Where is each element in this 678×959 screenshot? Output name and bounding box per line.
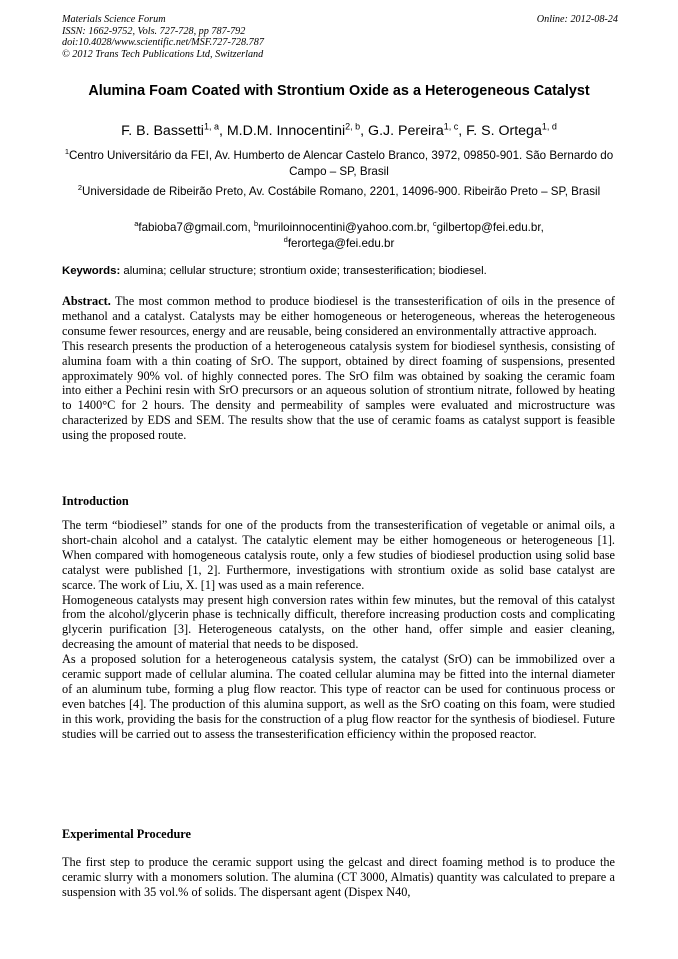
paragraph: The first step to produce the ceramic support using the gelcast and direct foaming method is to produce the ceramic slurry with a monomers solution. The alumina (CT 3000, Almatis) quantity was calculated to prepare a suspension with 35 vol.% of solids. The dispersant agent (Dispex N40, xyxy=(62,855,615,899)
section-heading-experimental: Experimental Procedure xyxy=(62,827,191,841)
email-mark: a xyxy=(134,219,139,229)
affiliation-text: Universidade de Ribeirão Preto, Av. Costábile Romano, 2201, 14096-900. Ribeirão Preto – SP, Brasil xyxy=(82,185,601,198)
author-affiliation-mark: 1, d xyxy=(541,121,557,132)
experimental-body xyxy=(62,855,615,900)
author-affiliation-mark: 1, a xyxy=(203,121,219,132)
email-address: ferortega@fei.edu.br xyxy=(287,236,395,250)
keywords-label: Keywords: xyxy=(62,265,121,277)
abstract-paragraph: This research presents the production of a heterogeneous catalysis system for biodiesel synthesis, consisting of alumina foam with a thin coating of SrO. The support, obtained by direct foaming of suspensions, presented approximately 90% vol. of highly connected pores. The SrO film was obtained by soaking the ceramic foam into either a Pechini resin with SrO precursors or an aqueous solution of strontium nitrate, followed by heating to 1400°C for 2 hours. The density and permeability of samples were evaluated and microstructure was characterized by EDS and SEM. The results show that the use of ceramic foams as catalyst support is feasible using the proposed route. xyxy=(62,338,615,443)
affiliation-number: 2 xyxy=(77,183,82,193)
email-address: gilbertop@fei.edu.br, xyxy=(436,221,544,234)
affiliation-1 xyxy=(62,148,616,179)
author-name: G.J. Pereira xyxy=(368,123,444,139)
affiliation-2 xyxy=(62,184,616,200)
author-name: M.D.M. Innocentini xyxy=(226,123,346,139)
author-separator: , xyxy=(360,123,369,139)
abstract xyxy=(62,294,615,443)
author-name: F. B. Bassetti xyxy=(121,123,204,139)
keywords-text: alumina; cellular structure; strontium oxide; transesterification; biodiesel. xyxy=(120,265,487,277)
copyright-line: © 2012 Trans Tech Publications Ltd, Switzerland xyxy=(62,48,264,60)
email-mark: d xyxy=(283,234,288,244)
introduction-body xyxy=(62,518,615,742)
author-emails xyxy=(62,220,616,251)
paragraph: Homogeneous catalysts may present high conversion rates within few minutes, but the removal of this catalyst from the alcohol/glycerin phase is technically difficult, therefore increasing production costs and complicating glycerin purification [3]. Heterogeneous catalysts, on the other hand, offer simple and easier cleaning, decreasing the amount of material that needs to be disposed. xyxy=(62,592,615,652)
section-heading-introduction: Introduction xyxy=(62,494,129,508)
author-name: F. S. Ortega xyxy=(466,123,542,139)
email-address: muriloinnocentini@yahoo.com.br, xyxy=(258,221,433,234)
affiliation-text: Centro Universitário da FEI, Av. Humberto de Alencar Castelo Branco, 3972, 09850-901. São Bernardo do Campo – SP, Brasil xyxy=(69,149,614,178)
journal-header xyxy=(62,14,618,60)
email-mark: c xyxy=(432,219,437,229)
online-date: Online: 2012-08-24 xyxy=(536,14,618,25)
email-address: fabioba7@gmail.com, xyxy=(138,221,254,234)
author-separator: , xyxy=(218,123,227,139)
author-list xyxy=(62,122,616,140)
author-separator: , xyxy=(458,123,467,139)
abstract-text: The most common method to produce biodiesel is the transesterification of oils in the presence of methanol and a catalyst. Catalysts may be either homogeneous or heterogeneous, whereas the heterogeneous consume fewer resources, energy and are reusable, being considered an environmentally attractive approach. xyxy=(62,294,615,338)
abstract-label: Abstract. xyxy=(62,294,111,308)
author-affiliation-mark: 1, c xyxy=(443,121,459,132)
issn-line: ISSN: 1662-9752, Vols. 727-728, pp 787-792 xyxy=(62,25,246,37)
author-affiliation-mark: 2, b xyxy=(345,121,361,132)
abstract-paragraph xyxy=(62,294,615,339)
paragraph: As a proposed solution for a heterogeneous catalysis system, the catalyst (SrO) can be immobilized over a ceramic support made of cellular alumina. The coated cellular alumina may be fitted into the internal diameter of an aluminum tube, forming a plug flow reactor. This type of reactor can be used for continuous process or even batches [4]. The production of this alumina support, as well as the SrO coating on this foam, were studied in this work, providing the basis for the construction of a plug flow reactor for the synthesis of biodiesel. Future studies will be carried out to assess the transesterification efficiency within the proposed reactor. xyxy=(62,652,615,741)
journal-name: Materials Science Forum xyxy=(62,14,166,25)
doi-line: doi:10.4028/www.scientific.net/MSF.727-728.787 xyxy=(62,37,264,49)
email-mark: b xyxy=(253,219,259,229)
paper-title: Alumina Foam Coated with Strontium Oxide as a Heterogeneous Catalyst xyxy=(88,83,590,99)
keywords xyxy=(62,264,616,278)
paragraph: The term “biodiesel” stands for one of the products from the transesterification of vegetable or animal oils, a short-chain alcohol and a catalyst. The catalytic element may be either homogeneous or heterogeneous [1]. When compared with homogeneous catalysis route, only a few studies of biodiesel production using solid base catalyst were published [1, 2]. Furthermore, investigations with strontium oxide as solid base catalyst are scarce. The work of Liu, X. [1] was used as a main reference. xyxy=(62,518,615,592)
affiliation-number: 1 xyxy=(64,147,69,157)
